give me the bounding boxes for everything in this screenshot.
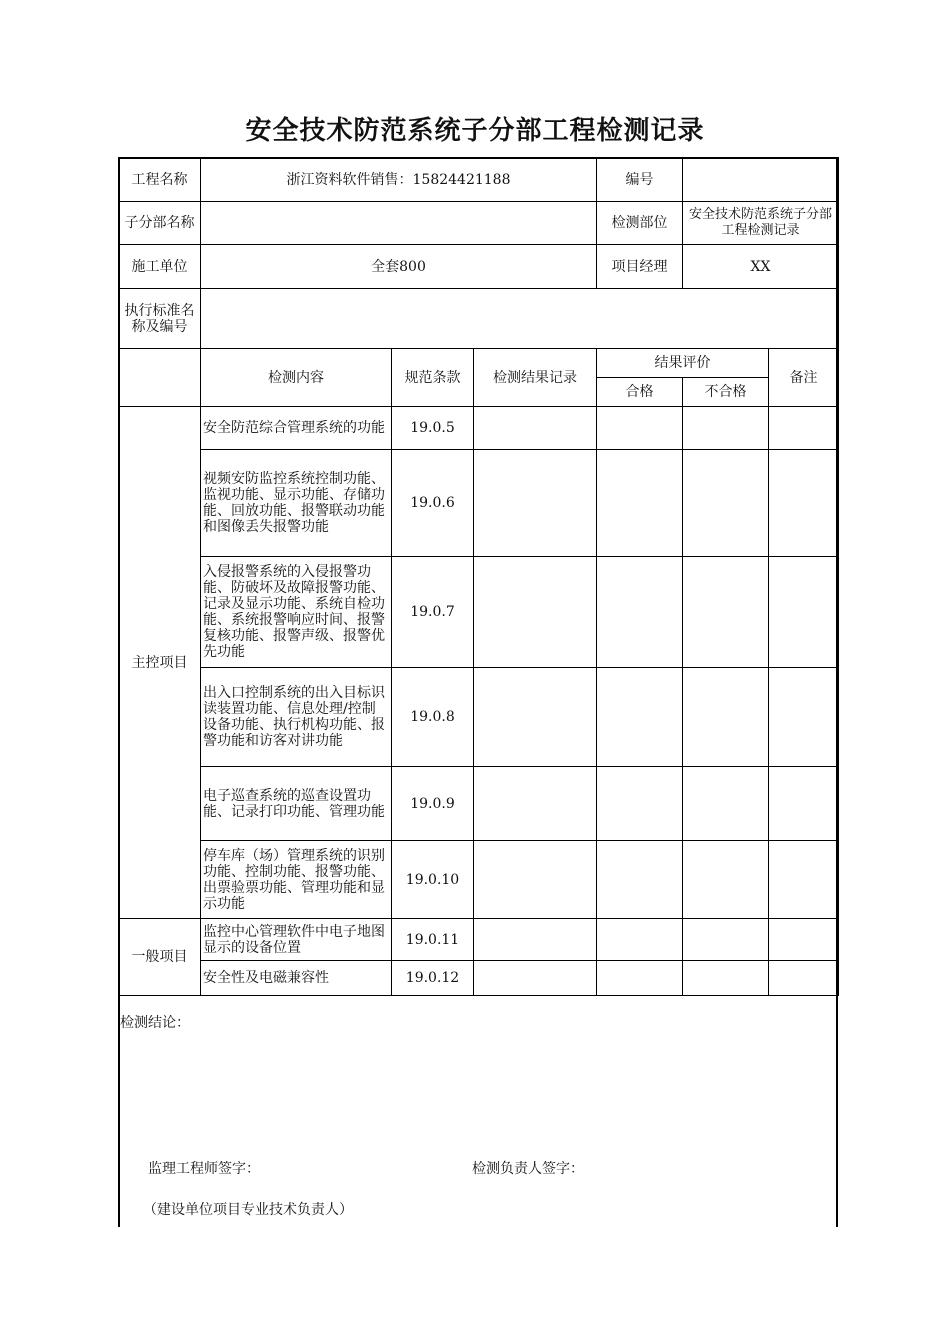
row-result[interactable] [474,557,597,668]
col-result-record: 检测结果记录 [474,349,597,407]
table-row [119,919,839,961]
number-label: 编号 [597,158,683,202]
row-clause: 19.0.9 [392,767,474,841]
col-remark: 备注 [769,349,839,407]
owner-note: （建设单位项目专业技术负责人） [143,1202,353,1218]
row-result[interactable] [474,767,597,841]
row-fail[interactable] [683,668,769,767]
row-fail[interactable] [683,450,769,557]
page-title: 安全技术防范系统子分部工程检测记录 [245,116,705,146]
row-content: 视频安防监控系统控制功能、监视功能、显示功能、存储功能、回放功能、报警联动功能和图像丢失报警功能 [201,450,392,557]
table-row [119,841,839,919]
inspect-part-value[interactable]: 安全技术防范系统子分部工程检测记录 [683,202,839,245]
col-fail: 不合格 [683,378,769,407]
row-clause: 19.0.8 [392,668,474,767]
inspector-signature-label: 检测负责人签字： [472,1161,584,1177]
row-clause: 19.0.5 [392,407,474,450]
row-pass[interactable] [597,668,683,767]
table-row [119,557,839,668]
table-row [119,767,839,841]
manager-label: 项目经理 [597,245,683,289]
row-fail[interactable] [683,841,769,919]
col-clause: 规范条款 [392,349,474,407]
row-pass[interactable] [597,450,683,557]
row-remark[interactable] [769,961,839,996]
standard-value[interactable] [201,289,839,349]
row-clause: 19.0.6 [392,450,474,557]
conclusion-label: 检测结论： [120,1015,190,1031]
inspection-table [118,157,839,996]
row-pass[interactable] [597,407,683,450]
row-remark[interactable] [769,841,839,919]
row-content: 安全性及电磁兼容性 [201,961,392,996]
row-result[interactable] [474,919,597,961]
row-clause: 19.0.11 [392,919,474,961]
col-evaluation: 结果评价 [597,349,769,378]
supervisor-signature-label: 监理工程师签字： [148,1161,260,1177]
row-fail[interactable] [683,407,769,450]
contractor-label: 施工单位 [119,245,201,289]
table-row [119,450,839,557]
col-content: 检测内容 [201,349,392,407]
row-remark[interactable] [769,767,839,841]
row-clause: 19.0.10 [392,841,474,919]
row-clause: 19.0.12 [392,961,474,996]
row-content: 监控中心管理软件中电子地图显示的设备位置 [201,919,392,961]
row-result[interactable] [474,450,597,557]
frame-top-border [118,157,838,159]
row-remark[interactable] [769,557,839,668]
frame-right-border [836,157,838,1227]
row-pass[interactable] [597,557,683,668]
number-value[interactable] [683,158,839,202]
group-main: 主控项目 [119,407,201,919]
table-row [119,668,839,767]
row-remark[interactable] [769,450,839,557]
row-remark[interactable] [769,407,839,450]
row-pass[interactable] [597,961,683,996]
table-row [119,961,839,996]
row-result[interactable] [474,407,597,450]
contractor-value[interactable]: 全套800 [201,245,597,289]
row-content: 安全防范综合管理系统的功能 [201,407,392,450]
row-content: 入侵报警系统的入侵报警功能、防破坏及故障报警功能、记录及显示功能、系统自检功能、系统报警响应时间、报警复核功能、报警声级、报警优先功能 [201,557,392,668]
row-fail[interactable] [683,919,769,961]
row-clause: 19.0.7 [392,557,474,668]
sub-division-label: 子分部名称 [119,202,201,245]
table-row [119,407,839,450]
group-general: 一般项目 [119,919,201,996]
row-result[interactable] [474,668,597,767]
row-fail[interactable] [683,961,769,996]
col-pass: 合格 [597,378,683,407]
row-result[interactable] [474,841,597,919]
row-pass[interactable] [597,767,683,841]
row-fail[interactable] [683,557,769,668]
standard-label: 执行标准名称及编号 [119,289,201,349]
row-content: 停车库（场）管理系统的识别功能、控制功能、报警功能、出票验票功能、管理功能和显示功能 [201,841,392,919]
manager-value[interactable]: XX [683,245,839,289]
inspect-part-label: 检测部位 [597,202,683,245]
row-remark[interactable] [769,668,839,767]
row-pass[interactable] [597,919,683,961]
row-content: 电子巡查系统的巡查设置功能、记录打印功能、管理功能 [201,767,392,841]
empty-header-cell [119,349,201,407]
project-name-value[interactable]: 浙江资料软件销售：15824421188 [201,158,597,202]
project-name-label: 工程名称 [119,158,201,202]
row-result[interactable] [474,961,597,996]
row-fail[interactable] [683,767,769,841]
row-content: 出入口控制系统的出入目标识读装置功能、信息处理/控制设备功能、执行机构功能、报警功能和访客对讲功能 [201,668,392,767]
row-pass[interactable] [597,841,683,919]
frame-left-border [118,157,120,1227]
row-remark[interactable] [769,919,839,961]
sub-division-value[interactable] [201,202,597,245]
